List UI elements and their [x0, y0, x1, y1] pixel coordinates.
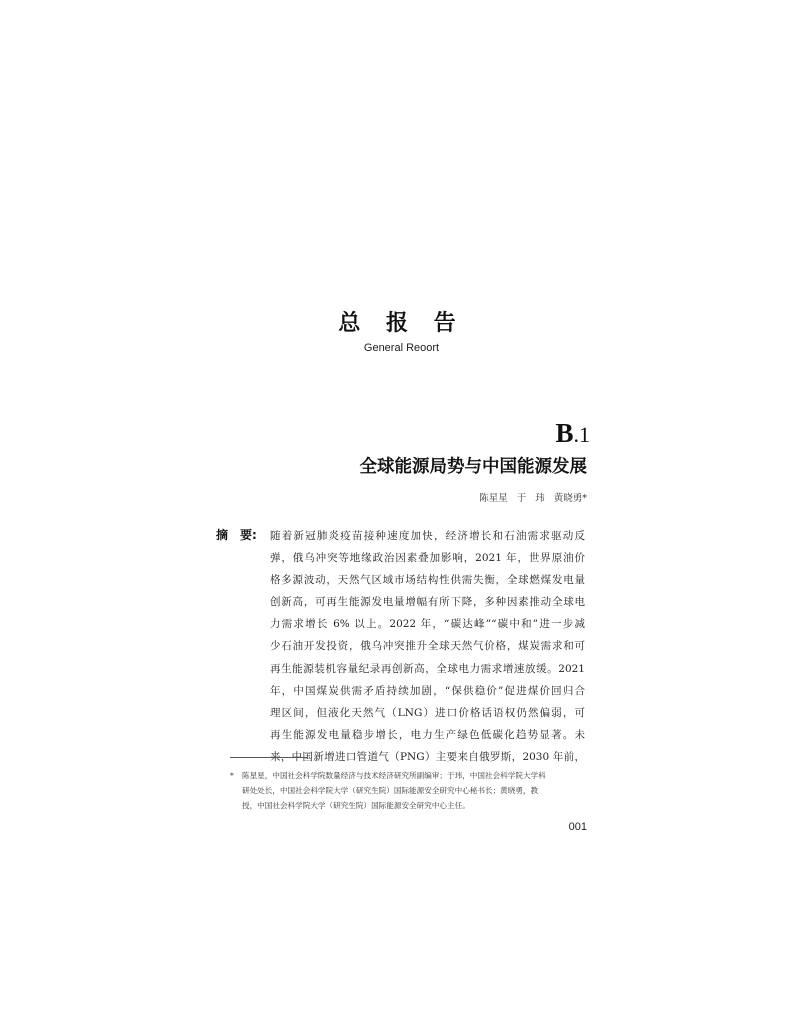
footnote-rule — [230, 757, 308, 758]
footnote-line: 研处处长，中国社会科学院大学（研究生院）国际能源安全研究中心秘书长；黄晓勇，教 — [242, 786, 539, 795]
section-subtitle: General Reoort — [363, 342, 440, 354]
abstract-line: 年，中国煤炭供需矛盾持续加剧，“保供稳价”促进煤价回归合 — [270, 684, 585, 697]
abstract-line: 再生能源装机容量纪录再创新高，全球电力需求增速放缓。2021 — [270, 662, 585, 675]
chapter-number-digits: .1 — [573, 422, 590, 447]
abstract-body — [270, 525, 585, 768]
chapter-number-letter: B — [555, 418, 574, 448]
abstract-line: 弹，俄乌冲突等地缘政治因素叠加影响，2021 年，世界原油价 — [270, 552, 585, 565]
footnote — [242, 768, 584, 813]
footnote-line: 陈星星，中国社会科学院数量经济与技术经济研究所副编审；于玮，中国社会科学院大学科 — [242, 771, 546, 780]
chapter-authors: 陈星星 于 玮 黄晓勇* — [479, 493, 587, 504]
chapter-number — [555, 418, 590, 449]
abstract-line: 力需求增长 6% 以上。2022 年，“碳达峰”“碳中和”进一步减 — [270, 618, 585, 631]
abstract-line: 随着新冠肺炎疫苗接种速度加快，经济增长和石油需求驱动反 — [270, 530, 585, 542]
abstract-line: 来，中国新增进口管道气（PNG）主要来自俄罗斯，2030 年前， — [270, 750, 585, 763]
abstract-line: 理区间，但液化天然气（LNG）进口价格话语权仍然偏弱，可 — [270, 706, 585, 719]
abstract-line: 创新高，可再生能源发电量增幅有所下降，多种因素推动全球电 — [270, 596, 585, 609]
abstract-label: 摘 要: — [216, 528, 257, 542]
page-number: 001 — [568, 821, 587, 833]
section-title: 总 报 告 — [338, 311, 465, 336]
abstract-line: 少石油开发投资，俄乌冲突推升全球天然气价格，煤炭需求和可 — [270, 640, 585, 653]
abstract-line: 再生能源发电量稳步增长，电力生产绿色低碳化趋势显著。未 — [270, 728, 585, 741]
footnote-line: 授，中国社会科学院大学（研究生院）国际能源安全研究中心主任。 — [242, 801, 470, 810]
footnote-mark: * — [230, 771, 234, 780]
chapter-title: 全球能源局势与中国能源发展 — [359, 457, 587, 477]
abstract-line: 格多源波动，天然气区域市场结构性供需失衡，全球燃煤发电量 — [270, 574, 585, 587]
